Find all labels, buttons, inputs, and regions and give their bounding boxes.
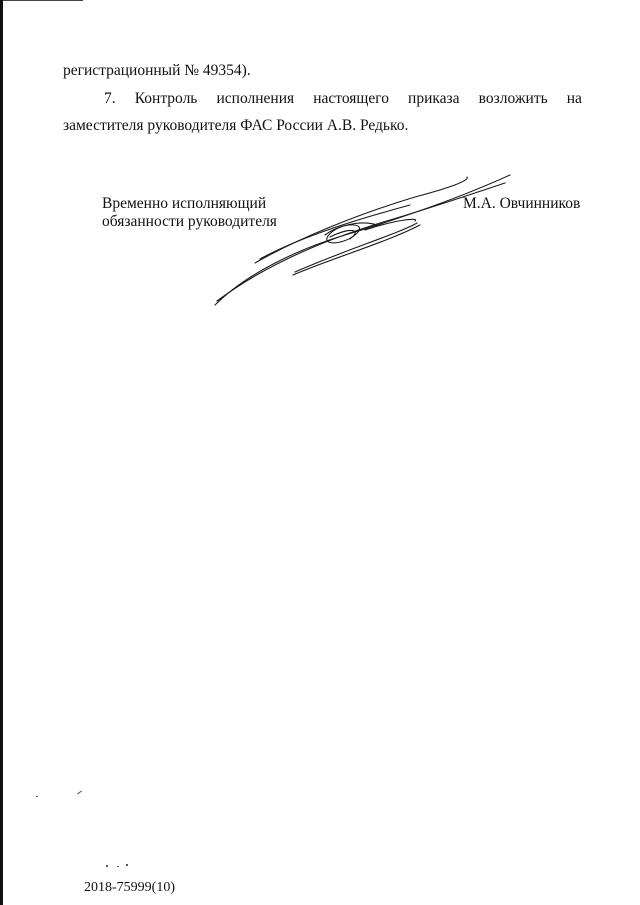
item-word: настоящего <box>313 90 389 107</box>
item-word: Контроль <box>134 90 198 107</box>
scan-speck <box>126 864 128 866</box>
item-word: возложить <box>478 90 548 107</box>
signatory-title-line-2: обязанности руководителя <box>102 213 277 230</box>
handwritten-signature <box>205 165 535 315</box>
scan-speck <box>36 796 38 797</box>
item-number: 7. <box>104 90 116 107</box>
footer-code: 2018-75999(10) <box>84 880 175 895</box>
item-word: исполнения <box>216 90 295 107</box>
signatory-name: М.А. Овчинников <box>463 195 581 212</box>
item-7-first-line <box>104 90 582 108</box>
signatory-title-line-1: Временно исполняющий <box>102 195 267 212</box>
scan-speck <box>106 865 108 867</box>
item-word: приказа <box>408 90 460 107</box>
item-7-second-line: заместителя руководителя ФАС России А.В. Редько. <box>63 117 409 134</box>
scan-top-border <box>3 0 83 1</box>
item-word: на <box>566 90 582 107</box>
scan-left-border <box>0 0 3 905</box>
continuation-line: регистрационный № 49354). <box>63 62 251 79</box>
scan-speck <box>77 791 82 795</box>
scan-speck <box>117 866 119 867</box>
